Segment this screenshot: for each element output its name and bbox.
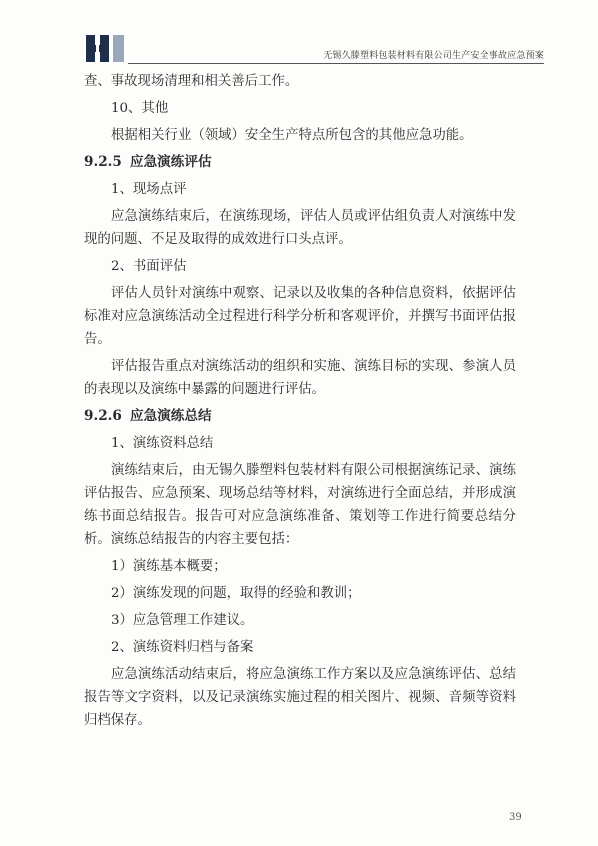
document-body: [84, 70, 516, 736]
company-logo-icon: [84, 32, 126, 64]
paragraph: 1、演练资料总结: [111, 436, 214, 451]
paragraph: 应急演练活动结束后，将应急演练工作方案以及应急演练评估、总结报告等文字资料，以及记录演练实施过程的相关图片、视频、音频等资料归档保存。: [84, 667, 516, 728]
section-title: 应急演练评估: [130, 154, 212, 170]
header-divider: [128, 63, 544, 64]
paragraph: 根据相关行业（领域）安全生产特点所包含的其他应急功能。: [111, 128, 473, 143]
paragraph: 1、现场点评: [111, 182, 187, 197]
section-number: 9.2.5: [84, 154, 122, 170]
paragraph: 演练结束后，由无锡久滕塑料包装材料有限公司根据演练记录、演练评估报告、应急预案、现场总结等材料，对演练进行全面总结，并形成演练书面总结报告。报告可对应急演练准备、策划等工作进行简要总结分析。演练总结报告的内容主要包括：: [84, 463, 516, 547]
paragraph: 评估报告重点对演练活动的组织和实施、演练目标的实现、参演人员的表现以及演练中暴露的问题进行评估。: [84, 359, 516, 397]
section-heading: [84, 151, 516, 174]
page-number: 39: [509, 812, 522, 823]
paragraph: 1）演练基本概要；: [111, 559, 227, 574]
section-title: 应急演练总结: [130, 408, 212, 424]
paragraph: 2、演练资料归档与备案: [111, 640, 254, 655]
paragraph: 3）应急管理工作建议。: [111, 613, 254, 628]
paragraph: 10、其他: [111, 101, 169, 116]
paragraph: 2）演练发现的问题，取得的经验和教训；: [111, 586, 361, 601]
paragraph: 查、事故现场清理和相关善后工作。: [84, 74, 299, 89]
page-header: [84, 32, 544, 66]
section-heading: [84, 405, 516, 428]
paragraph: 2、书面评估: [111, 259, 187, 274]
paragraph: 应急演练结束后，在演练现场，评估人员或评估组负责人对演练中发现的问题、不足及取得的成效进行口头点评。: [84, 209, 516, 247]
section-number: 9.2.6: [84, 408, 122, 424]
paragraph: 评估人员针对演练中观察、记录以及收集的各种信息资料，依据评估标准对应急演练活动全过程进行科学分析和客观评价，并撰写书面评估报告。: [84, 286, 516, 347]
header-title: 无锡久滕塑料包装材料有限公司生产安全事故应急预案: [323, 51, 544, 61]
